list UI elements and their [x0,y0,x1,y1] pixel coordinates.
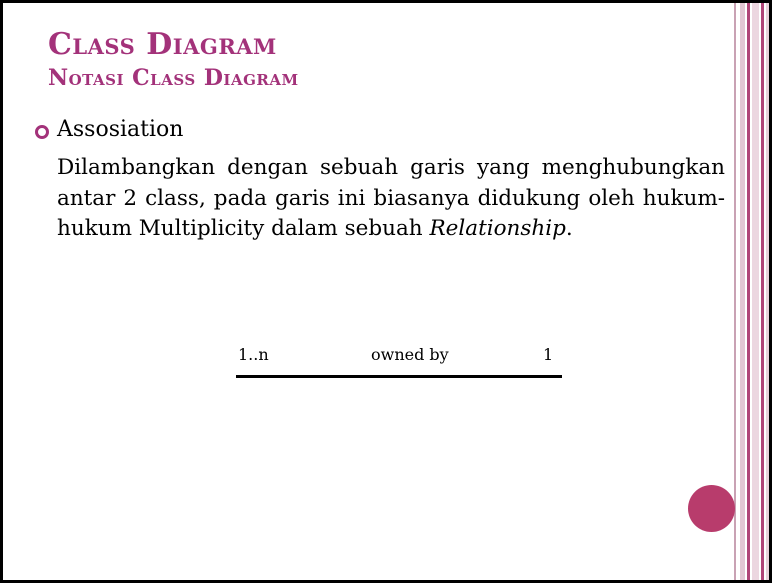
decorative-stripe [761,3,764,583]
decorative-stripe [734,3,736,583]
decorative-stripe [766,3,770,583]
decorative-stripe [747,3,750,583]
description-paragraph [57,153,725,245]
association-name: owned by [371,345,449,364]
decorative-stripe [740,3,745,583]
left-multiplicity: 1..n [238,345,269,364]
slide-title: Class Diagram [48,27,277,62]
paragraph-text: Dilambangkan dengan sebuah garis yang menghubungkan antar 2 class, pada garis ini biasanya didukung oleh hukum-hukum Multiplicity dalam sebuah [57,155,725,241]
bullet-label: Assosiation [57,117,184,142]
paragraph-emphasis: Relationship [429,216,566,241]
right-multiplicity: 1 [543,345,554,364]
association-line [236,375,562,378]
decorative-stripe [752,3,759,583]
decorative-circle-icon [688,485,735,532]
slide-subtitle: Notasi Class Diagram [48,65,299,91]
paragraph-end: . [565,216,573,241]
bullet-ring-icon [35,125,49,139]
